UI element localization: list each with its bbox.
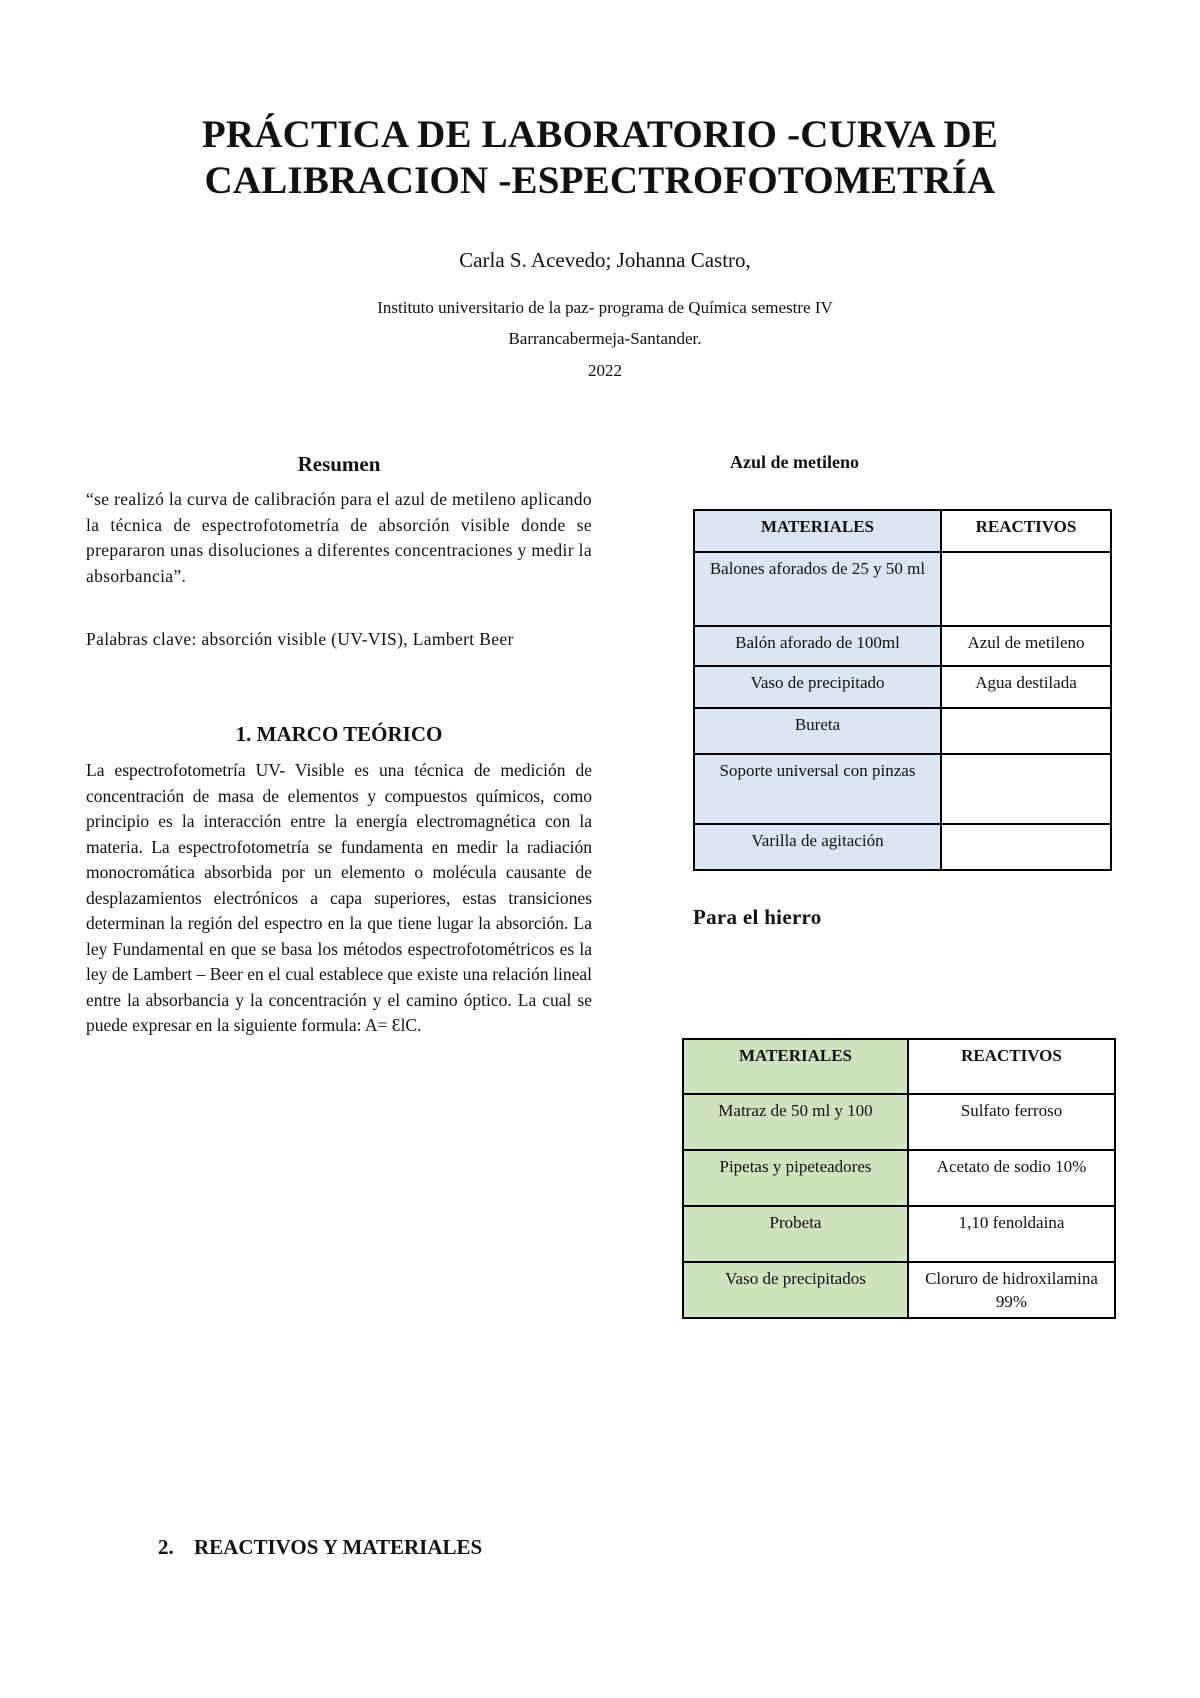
azul-materials-table bbox=[693, 509, 1112, 871]
table-row bbox=[694, 552, 1111, 626]
marco-teorico-heading: 1. MARCO TEÓRICO bbox=[235, 722, 443, 746]
hierro-materials-table bbox=[682, 1038, 1116, 1319]
material-cell: Probeta bbox=[683, 1206, 908, 1262]
year: 2022 bbox=[588, 361, 622, 380]
material-cell: Balón aforado de 100ml bbox=[694, 626, 941, 666]
reactivo-cell: Cloruro de hidroxilamina 99% bbox=[908, 1262, 1115, 1318]
resumen-text: “se realizó la curva de calibración para el azul de metileno aplicando la técnica de espectrofotometría de absorción visible donde se prepararon unas disoluciones a diferentes concentraciones y medir la absorbancia”. bbox=[86, 489, 592, 586]
keywords: Palabras clave: absorción visible (UV-VIS), Lambert Beer bbox=[86, 629, 514, 649]
affiliation: Instituto universitario de la paz- programa de Química semestre IV bbox=[377, 298, 833, 317]
material-cell: Matraz de 50 ml y 100 bbox=[683, 1094, 908, 1150]
table-row bbox=[694, 626, 1111, 666]
table-row bbox=[683, 1094, 1115, 1150]
table-row bbox=[694, 824, 1111, 870]
column-header-materiales: MATERIALES bbox=[683, 1039, 908, 1094]
table-header-row bbox=[694, 510, 1111, 552]
azul-heading: Azul de metileno bbox=[730, 452, 859, 472]
material-cell: Varilla de agitación bbox=[694, 824, 941, 870]
table-row bbox=[694, 754, 1111, 824]
section-2-heading bbox=[158, 1535, 482, 1560]
material-cell: Soporte universal con pinzas bbox=[694, 754, 941, 824]
resumen-heading: Resumen bbox=[297, 452, 381, 476]
column-header-reactivos: REACTIVOS bbox=[908, 1039, 1115, 1094]
reactivo-cell: 1,10 fenoldaina bbox=[908, 1206, 1115, 1262]
material-cell: Pipetas y pipeteadores bbox=[683, 1150, 908, 1206]
table-header-row bbox=[683, 1039, 1115, 1094]
material-cell: Vaso de precipitado bbox=[694, 666, 941, 708]
title-line-1: PRÁCTICA DE LABORATORIO -CURVA DE bbox=[201, 113, 999, 156]
section-2-label: REACTIVOS Y MATERIALES bbox=[194, 1535, 483, 1559]
hierro-heading: Para el hierro bbox=[693, 905, 822, 929]
column-header-materiales: MATERIALES bbox=[694, 510, 941, 552]
reactivo-cell bbox=[941, 824, 1111, 870]
material-cell: Balones aforados de 25 y 50 ml bbox=[694, 552, 941, 626]
table-row bbox=[683, 1262, 1115, 1318]
document-title bbox=[90, 112, 1110, 204]
column-header-reactivos: REACTIVOS bbox=[941, 510, 1111, 552]
reactivo-cell bbox=[941, 552, 1111, 626]
reactivo-cell: Agua destilada bbox=[941, 666, 1111, 708]
authors: Carla S. Acevedo; Johanna Castro, bbox=[459, 248, 751, 272]
table-row bbox=[683, 1150, 1115, 1206]
title-line-2: CALIBRACION -ESPECTROFOTOMETRÍA bbox=[204, 159, 996, 202]
reactivo-cell bbox=[941, 708, 1111, 754]
reactivo-cell: Azul de metileno bbox=[941, 626, 1111, 666]
location: Barrancabermeja-Santander. bbox=[508, 329, 702, 348]
material-cell: Bureta bbox=[694, 708, 941, 754]
table-row bbox=[694, 666, 1111, 708]
reactivo-cell: Acetato de sodio 10% bbox=[908, 1150, 1115, 1206]
marco-teorico-text: La espectrofotometría UV- Visible es una técnica de medición de concentración de masa de elementos y compuestos químicos, como principio es la interacción entre la energía electromagnética con la materia. La espectrofotometría se fundamenta en medir la radiación monocromática absorbida por un elemento o molécula causante de desplazamientos electrónicos a capa superiores, estas transiciones determinan la región del espectro en la que tiene lugar la absorción. La ley Fundamental en que se basa los métodos espectrofotométricos es la ley de Lambert – Beer en el cual establece que existe una relación lineal entre la absorbancia y la concentración y el camino óptico. La cual se puede expresar en la siguiente formula: A= ƐlC. bbox=[86, 760, 592, 1035]
table-row bbox=[683, 1206, 1115, 1262]
section-2-number: 2. bbox=[158, 1535, 174, 1559]
table-row bbox=[694, 708, 1111, 754]
reactivo-cell: Sulfato ferroso bbox=[908, 1094, 1115, 1150]
reactivo-cell bbox=[941, 754, 1111, 824]
material-cell: Vaso de precipitados bbox=[683, 1262, 908, 1318]
